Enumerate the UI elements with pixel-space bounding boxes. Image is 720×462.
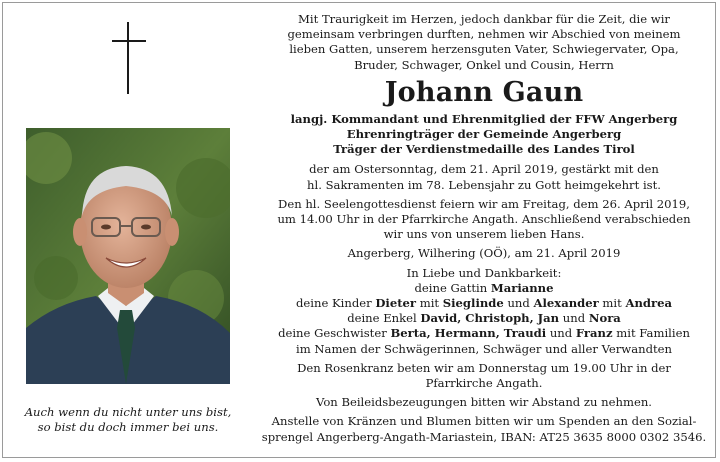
mourners-relatives: im Namen der Schwägerinnen, Schwäger und aller Verwandten — [296, 341, 672, 356]
honorary-titles — [252, 112, 716, 158]
cross-icon — [112, 22, 146, 94]
intro-line: lieben Gatten, unserem herzensguten Vater, Schwiegervater, Opa, — [289, 42, 679, 57]
portrait-photo — [26, 128, 230, 384]
mourners-grandchildren: deine Enkel David, Christoph, Jan und Nora — [347, 311, 621, 326]
deceased-name: Johann Gaun — [384, 76, 584, 108]
donation-notice — [252, 414, 716, 444]
funeral-line: wir uns von unserem lieben Hans. — [383, 227, 585, 242]
intro-line: Bruder, Schwager, Onkel und Cousin, Herrn — [354, 57, 614, 72]
quote-line: so bist du doch immer bei uns. — [37, 420, 219, 434]
donation-line: sprengel Angerberg-Angath-Mariastein, IBAN: AT25 3635 8000 0302 3546. — [261, 429, 707, 444]
mourners-intro: In Liebe und Dankbarkeit: — [406, 265, 562, 280]
mourners-children: deine Kinder Dieter mit Sieglinde und Alexander mit Andrea — [296, 296, 672, 311]
title-line: Ehrenringträger der Gemeinde Angerberg — [346, 127, 622, 142]
death-line: hl. Sakramenten im 78. Lebensjahr zu Gott heimgekehrt ist. — [307, 177, 661, 192]
memorial-quote — [14, 405, 242, 435]
death-notice — [252, 162, 716, 192]
quote-line: Auch wenn du nicht unter uns bist, — [24, 405, 232, 419]
place-date: Angerberg, Wilhering (OÖ), am 21. April 2019 — [347, 246, 621, 261]
funeral-notice — [252, 197, 716, 243]
rosary-line: Den Rosenkranz beten wir am Donnerstag um 19.00 Uhr in der — [297, 360, 671, 375]
rosary-notice — [252, 361, 716, 391]
obituary-text — [252, 12, 716, 445]
intro-line: Mit Traurigkeit im Herzen, jedoch dankbar für die Zeit, die wir — [298, 12, 670, 26]
intro-line: gemeinsam verbringen durften, nehmen wir Abschied von meinem — [287, 27, 681, 42]
mourners-siblings: deine Geschwister Berta, Hermann, Traudi und Franz mit Familien — [278, 326, 690, 341]
condolence-notice: Von Beileidsbezeugungen bitten wir Abstand zu nehmen. — [316, 395, 652, 410]
intro-text — [252, 12, 716, 73]
funeral-line: Den hl. Seelengottesdienst feiern wir am Freitag, dem 26. April 2019, — [278, 196, 690, 211]
rosary-line: Pfarrkirche Angath. — [425, 376, 543, 391]
mourners-list — [252, 266, 716, 357]
title-line: langj. Kommandant und Ehrenmitglied der FFW Angerberg — [290, 111, 678, 126]
mourners-wife: deine Gattin Marianne — [414, 280, 554, 295]
donation-line: Anstelle von Kränzen und Blumen bitten wir um Spenden an den Sozial- — [271, 414, 697, 429]
funeral-line: um 14.00 Uhr in der Pfarrkirche Angath. Anschließend verabschieden — [277, 212, 691, 227]
death-line: der am Ostersonntag, dem 21. April 2019, gestärkt mit den — [309, 162, 659, 177]
title-line: Träger der Verdienstmedaille des Landes Tirol — [333, 142, 635, 157]
